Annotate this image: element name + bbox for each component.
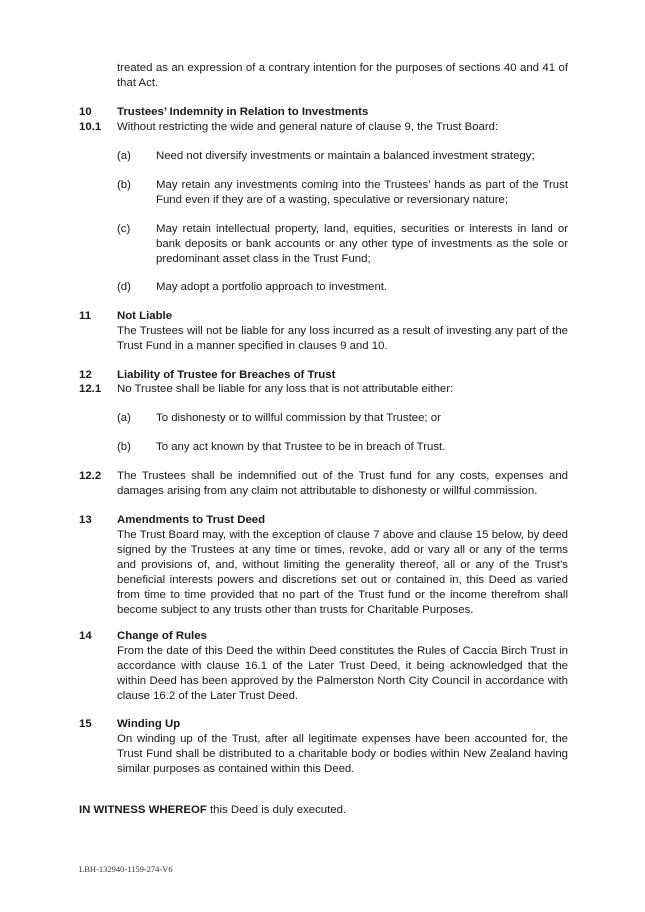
item-10-1-d-label: (d) [117, 281, 131, 293]
item-10-1-a-text: Need not diversify investments or maintain a balanced investment strategy; [156, 150, 535, 162]
clause-12-number: 12 [79, 369, 92, 381]
clause-11-title: Not Liable [117, 310, 173, 322]
witness-bold: IN WITNESS WHEREOF [79, 804, 207, 816]
clause-14-text: From the date of this Deed the within Deed constitutes the Rules of Caccia Birch Trust in accordance with clause 16.1 of the Later Trust Deed, it being acknowledged that the within Deed has been approved by the Palmerston North City Council in accordance with clause 16.2 of the Later Trust Deed. [117, 645, 568, 702]
clause-15-text: On winding up of the Trust, after all legitimate expenses have been accounted for, the Trust Fund shall be distributed to a charitable body or bodies within New Zealand having similar purposes as contained within this Deed. [117, 733, 568, 775]
document-reference: LBH-132940-1159-274-V6 [79, 864, 173, 874]
clause-10-number: 10 [79, 106, 92, 118]
witness-statement [79, 803, 346, 818]
item-10-1-d-text: May adopt a portfolio approach to investment. [156, 281, 388, 293]
item-10-1-b-text: May retain any investments coming into the Trustees’ hands as part of the Trust Fund even if they are of a wasting, speculative or reversionary nature; [156, 179, 568, 206]
clause-11-text: The Trustees will not be liable for any loss incurred as a result of investing any part of the Trust Fund in a manner specified in clauses 9 and 10. [117, 325, 568, 352]
item-12-1-b-label: (b) [117, 441, 131, 453]
clause-13-title: Amendments to Trust Deed [117, 514, 266, 526]
item-12-1-b-text: To any act known by that Trustee to be in breach of Trust. [156, 441, 446, 453]
clause-15-title: Winding Up [117, 718, 181, 730]
item-10-1-c-text: May retain intellectual property, land, equities, securities or interests in land or bank deposits or bank accounts or any other type of investments as the sole or predominant asset class in the Trust Fund; [156, 223, 568, 265]
clause-10-title: Trustees’ Indemnity in Relation to Investments [117, 106, 369, 118]
item-10-1-a-label: (a) [117, 150, 131, 162]
clause-15-number: 15 [79, 718, 92, 730]
clause-12-title: Liability of Trustee for Breaches of Trust [117, 369, 336, 381]
intro-continuation: treated as an expression of a contrary intention for the purposes of sections 40 and 41 of that Act. [117, 62, 568, 89]
clause-12-1-text: No Trustee shall be liable for any loss that is not attributable either: [117, 383, 454, 395]
clause-13-number: 13 [79, 514, 92, 526]
clause-13-text: The Trust Board may, with the exception of clause 7 above and clause 15 below, by deed signed by the Trustees at any time or times, revoke, add or vary all or any of the terms and provisions of, and, without limiting the generality thereof, all or any of the Trust’s beneficial interests powers and discretions set out or contained in, this Deed as varied from time to time provided that no part of the Trust fund or the income therefrom shall become subject to any trusts other than trusts for Charitable Purposes. [117, 529, 568, 616]
witness-rest: this Deed is duly executed. [206, 804, 347, 816]
item-10-1-b-label: (b) [117, 179, 131, 191]
clause-10-1-text: Without restricting the wide and general nature of clause 9, the Trust Board: [117, 121, 499, 133]
item-12-1-a-text: To dishonesty or to willful commission by that Trustee; or [156, 412, 441, 424]
clause-14-number: 14 [79, 630, 92, 642]
clause-12-2-number: 12.2 [79, 470, 102, 482]
clause-12-1-number: 12.1 [79, 383, 102, 395]
clause-10-1-number: 10.1 [79, 121, 102, 133]
item-10-1-c-label: (c) [117, 223, 131, 235]
clause-12-2-text: The Trustees shall be indemnified out of the Trust fund for any costs, expenses and damages arising from any claim not attributable to dishonesty or willful commission. [117, 470, 568, 497]
item-12-1-a-label: (a) [117, 412, 131, 424]
clause-11-number: 11 [79, 310, 92, 322]
clause-14-title: Change of Rules [117, 630, 207, 642]
